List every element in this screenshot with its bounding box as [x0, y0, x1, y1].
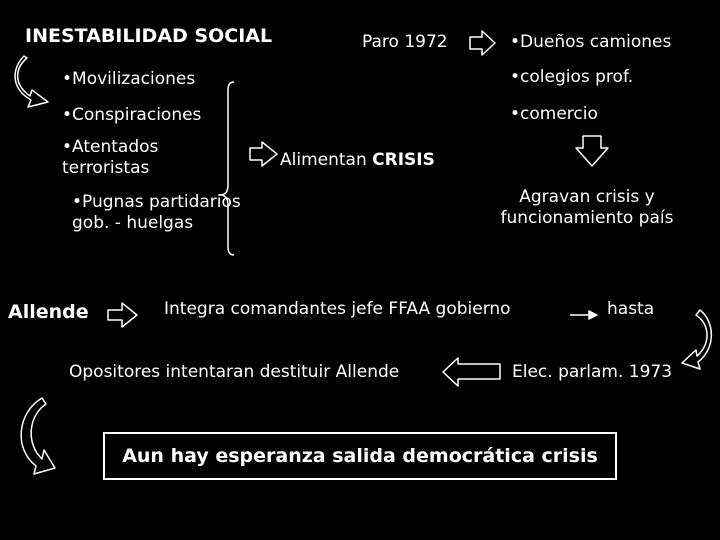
item-movilizaciones: •Movilizaciones	[62, 69, 196, 89]
arrow-head-hasta	[589, 311, 597, 319]
item-duenos-camiones: •Dueños camiones	[510, 32, 672, 52]
arrow-allende-to-integra	[108, 303, 137, 327]
curved-arrow-opositores	[21, 398, 55, 474]
agravan-label: Agravan crisis y funcionamiento país	[500, 187, 674, 228]
alimentan-text: Alimentan	[280, 150, 373, 170]
paro-label: Paro 1972	[362, 32, 448, 52]
slide-title: INESTABILIDAD SOCIAL	[25, 25, 273, 47]
allende-label: Allende	[8, 301, 89, 323]
arrow-paro-to-duenos	[470, 31, 495, 55]
item-conspiraciones: •Conspiraciones	[62, 105, 202, 125]
opositores-label: Opositores intentaran destituir Allende	[69, 362, 400, 382]
crisis-text: CRISIS	[372, 150, 435, 170]
arrow-elec-to-opositores	[443, 358, 500, 386]
brace-left-items	[220, 82, 234, 255]
item-pugnas: •Pugnas partidarios gob. - huelgas	[72, 192, 241, 233]
elec-label: Elec. parlam. 1973	[512, 362, 673, 382]
curved-arrow-title	[15, 56, 48, 107]
conclusion-box: Aun hay esperanza salida democrática crisis	[103, 432, 617, 480]
integra-label: Integra comandantes jefe FFAA gobierno	[164, 299, 511, 319]
hasta-label: hasta	[607, 299, 655, 319]
item-colegios: •colegios prof.	[510, 67, 634, 87]
curved-arrow-hasta	[682, 310, 711, 369]
arrow-to-alimentan	[250, 142, 277, 166]
item-comercio: •comercio	[510, 104, 598, 124]
arrow-down-to-agravan	[576, 136, 608, 166]
item-atentados: •Atentados terroristas	[62, 137, 159, 178]
